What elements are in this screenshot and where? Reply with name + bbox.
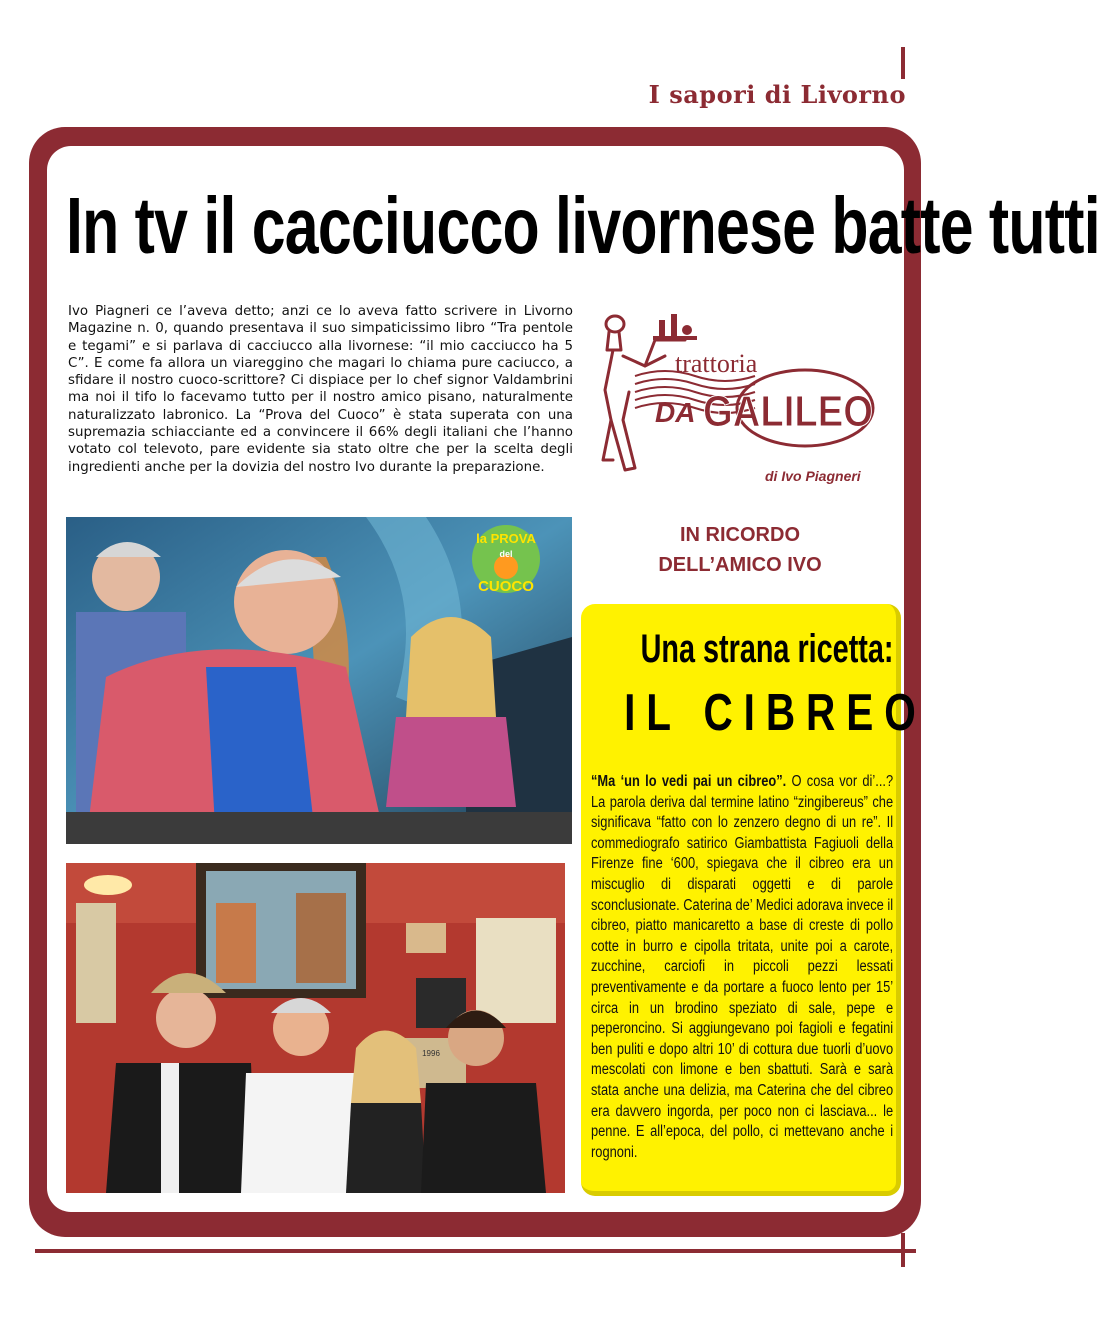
memorial-line-1: IN RICORDO — [680, 524, 800, 546]
recipe-title: Una strana ricetta: — [640, 627, 894, 671]
recipe-text: O cosa vor di’...? La parola deriva dal termine latino “zingibereus” che significava “fatto con lo zenzero degno di un re”. Il commediografo satirico Giambattista Fagiuoli della Firenze fine ‘600, spiegava che il cibreo era un miscuglio di disparati oggetti e di parole sconclusionate. Caterina de’ Medici adorava invece il cibreo, piatto manicaretto a base di creste di pollo cotte in burro e cipolla tritata, unite poi a carote, zucchine, carciofi in piccoli pezzi lessati preventivamente e da portare a fuoco lento per 15’ circa in un brodino speziato di sale, pepe e peperoncino. Si aggiungevano poi fagioli e fegatini ben puliti e dopo altri 10’ di cottura due tuorli d’uovo mescolati con limone e ben sbattuti. Sarà e sarà stata anche una delizia, ma Caterina che del cibreo era davvero ingorda, per poco non ci lasciava... le penne. E all’epoca, del pollo, ci mettevano anche i rognoni. — [591, 773, 894, 1161]
waiter-icon — [595, 310, 885, 488]
trattoria-logo — [595, 310, 885, 488]
recipe-lead: “Ma ‘un lo vedi pai un cibreo”. — [591, 773, 787, 790]
svg-text:1996: 1996 — [422, 1049, 440, 1058]
top-accent-line — [901, 47, 905, 79]
memorial-heading — [600, 520, 880, 580]
logo-byline: di Ivo Piagneri — [765, 468, 861, 484]
tv-studio-photo — [66, 517, 572, 844]
section-title: I sapori di Livorno — [648, 80, 906, 109]
restaurant-group-photo — [66, 863, 565, 1193]
bottom-tick — [901, 1233, 905, 1267]
svg-text:la PROVA: la PROVA — [476, 531, 536, 546]
svg-text:DA: DA — [655, 397, 696, 428]
bottom-rule — [35, 1249, 916, 1253]
recipe-body — [591, 772, 893, 1163]
svg-text:GALILEO: GALILEO — [703, 387, 873, 436]
recipe-subtitle: IL CIBREO — [624, 684, 927, 742]
svg-text:CUOCO: CUOCO — [478, 578, 534, 595]
svg-text:del: del — [499, 549, 513, 559]
headline: In tv il cacciucco livornese batte tutti — [66, 181, 1100, 270]
svg-text:trattoria: trattoria — [675, 349, 758, 378]
article-body: Ivo Piagneri ce l’aveva detto; anzi ce lo aveva fatto scrivere in Livorno Magazine n. 0, quando presentava il suo simpaticissimo libro “Tra pentole e tegami” e si parlava di cacciucco alla livornese: “il mio cacciucco ha 5 C”. E come fa allora un viareggino che magari lo chiama pure caciucco, a sfidare il nostro cuoco-scrittore? Ci dispiace per lo chef signor Valdambrini ma noi il tifo lo facevamo tutto per il nostro amico pisano, naturalmente naturalizzato labronico. La “Prova del Cuoco” è stata superata con una supremazia schiacciante ed a convincere il 66% degli italiani che l’hanno votato col televoto, pare evidente sia stato oltre che per la scelta degli ingredienti anche per la dovizia del nostro Ivo durante la preparazione. — [68, 304, 573, 475]
memorial-line-2: DELL’AMICO IVO — [658, 554, 822, 576]
